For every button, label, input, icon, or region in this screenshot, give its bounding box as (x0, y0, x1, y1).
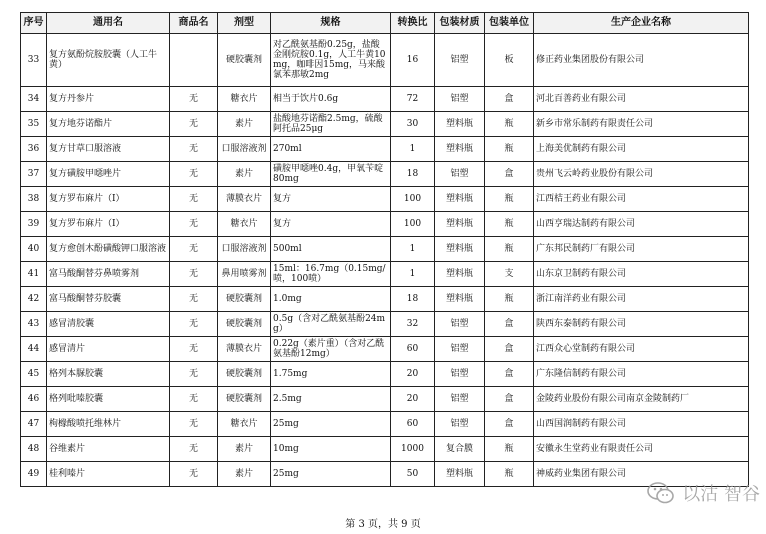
conversion-ratio-cell: 1 (391, 137, 435, 162)
row-number-cell: 33 (21, 34, 47, 87)
packaging-unit-cell: 瓶 (485, 462, 534, 487)
packaging-material-cell: 铝塑 (435, 337, 485, 362)
generic-name-cell: 感冒清胶囊 (47, 312, 170, 337)
manufacturer-cell: 陕西东泰制药有限公司 (534, 312, 749, 337)
row-number-cell: 49 (21, 462, 47, 487)
manufacturer-cell: 广东隆信制药有限公司 (534, 362, 749, 387)
manufacturer-cell: 山西国润制药有限公司 (534, 412, 749, 437)
dosage-form-cell: 硬胶囊剂 (218, 34, 271, 87)
generic-name-cell: 枸橼酸喷托维林片 (47, 412, 170, 437)
brand-name-cell: 无 (170, 462, 218, 487)
specification-cell: 复方 (271, 212, 391, 237)
generic-name-cell: 感冒清片 (47, 337, 170, 362)
dosage-form-cell: 硬胶囊剂 (218, 312, 271, 337)
manufacturer-cell: 上海美优制药有限公司 (534, 137, 749, 162)
packaging-material-cell: 铝塑 (435, 387, 485, 412)
brand-name-cell: 无 (170, 337, 218, 362)
conversion-ratio-cell: 20 (391, 387, 435, 412)
brand-name-cell: 无 (170, 112, 218, 137)
packaging-material-cell: 塑料瓶 (435, 462, 485, 487)
table-row (21, 462, 749, 487)
specification-cell: 25mg (271, 462, 391, 487)
row-number-cell: 38 (21, 187, 47, 212)
generic-name-cell: 格列本脲胶囊 (47, 362, 170, 387)
specification-cell: 相当于饮片0.6g (271, 87, 391, 112)
packaging-material-cell: 塑料瓶 (435, 137, 485, 162)
row-number-cell: 39 (21, 212, 47, 237)
packaging-material-cell: 塑料瓶 (435, 237, 485, 262)
conversion-ratio-cell: 30 (391, 112, 435, 137)
table-row (21, 34, 749, 87)
manufacturer-cell: 安徽永生堂药业有限责任公司 (534, 437, 749, 462)
dosage-form-cell: 口服溶液剂 (218, 137, 271, 162)
row-number-cell: 48 (21, 437, 47, 462)
dosage-form-cell: 口服溶液剂 (218, 237, 271, 262)
packaging-material-cell: 塑料瓶 (435, 287, 485, 312)
brand-name-cell: 无 (170, 262, 218, 287)
row-number-cell: 43 (21, 312, 47, 337)
conversion-ratio-cell: 32 (391, 312, 435, 337)
specification-cell: 15ml：16.7mg（0.15mg/喷，100喷） (271, 262, 391, 287)
table-row (21, 362, 749, 387)
column-header: 转换比 (391, 13, 435, 34)
generic-name-cell: 复方甘草口服溶液 (47, 137, 170, 162)
column-header: 剂型 (218, 13, 271, 34)
generic-name-cell: 复方愈创木酚磺酸钾口服溶液 (47, 237, 170, 262)
manufacturer-cell: 贵州飞云岭药业股份有限公司 (534, 162, 749, 187)
table-body (21, 34, 749, 487)
conversion-ratio-cell: 18 (391, 162, 435, 187)
packaging-unit-cell: 盒 (485, 362, 534, 387)
packaging-material-cell: 塑料瓶 (435, 112, 485, 137)
row-number-cell: 36 (21, 137, 47, 162)
table-row (21, 437, 749, 462)
conversion-ratio-cell: 100 (391, 212, 435, 237)
row-number-cell: 34 (21, 87, 47, 112)
watermark (646, 478, 760, 508)
conversion-ratio-cell: 1000 (391, 437, 435, 462)
specification-cell: 270ml (271, 137, 391, 162)
specification-cell: 0.5g（含对乙酰氨基酚24mg） (271, 312, 391, 337)
specification-cell: 磺胺甲噁唑0.4g，甲氧苄啶80mg (271, 162, 391, 187)
conversion-ratio-cell: 50 (391, 462, 435, 487)
packaging-unit-cell: 瓶 (485, 187, 534, 212)
packaging-unit-cell: 盒 (485, 87, 534, 112)
generic-name-cell: 复方罗布麻片（I） (47, 212, 170, 237)
header-row (21, 13, 749, 34)
conversion-ratio-cell: 60 (391, 412, 435, 437)
packaging-material-cell: 复合膜 (435, 437, 485, 462)
manufacturer-cell: 神威药业集团有限公司 (534, 462, 749, 487)
table-row (21, 112, 749, 137)
manufacturer-cell: 河北百善药业有限公司 (534, 87, 749, 112)
dosage-form-cell: 素片 (218, 112, 271, 137)
generic-name-cell: 富马酸酮替芬胶囊 (47, 287, 170, 312)
manufacturer-cell: 山西亨瑞达制药有限公司 (534, 212, 749, 237)
packaging-unit-cell: 瓶 (485, 437, 534, 462)
brand-name-cell: 无 (170, 237, 218, 262)
conversion-ratio-cell: 16 (391, 34, 435, 87)
row-number-cell: 44 (21, 337, 47, 362)
table-row (21, 312, 749, 337)
dosage-form-cell: 硬胶囊剂 (218, 362, 271, 387)
brand-name-cell: 无 (170, 412, 218, 437)
packaging-unit-cell: 瓶 (485, 112, 534, 137)
packaging-unit-cell: 盒 (485, 337, 534, 362)
specification-cell: 25mg (271, 412, 391, 437)
generic-name-cell: 复方地芬诺酯片 (47, 112, 170, 137)
brand-name-cell: 无 (170, 187, 218, 212)
dosage-form-cell: 糖衣片 (218, 212, 271, 237)
table-row (21, 137, 749, 162)
table-row (21, 287, 749, 312)
specification-cell: 10mg (271, 437, 391, 462)
specification-cell: 复方 (271, 187, 391, 212)
brand-name-cell (170, 34, 218, 87)
conversion-ratio-cell: 1 (391, 237, 435, 262)
row-number-cell: 37 (21, 162, 47, 187)
manufacturer-cell: 广东邦民制药厂有限公司 (534, 237, 749, 262)
drug-list-table (20, 12, 749, 487)
dosage-form-cell: 糖衣片 (218, 412, 271, 437)
column-header: 包装单位 (485, 13, 534, 34)
page-footer: 第 3 页，共 9 页 (345, 519, 421, 530)
generic-name-cell: 桂利嗪片 (47, 462, 170, 487)
specification-cell: 1.0mg (271, 287, 391, 312)
conversion-ratio-cell: 72 (391, 87, 435, 112)
manufacturer-cell: 新乡市常乐制药有限责任公司 (534, 112, 749, 137)
brand-name-cell: 无 (170, 312, 218, 337)
specification-cell: 500ml (271, 237, 391, 262)
packaging-unit-cell: 瓶 (485, 212, 534, 237)
specification-cell: 1.75mg (271, 362, 391, 387)
brand-name-cell: 无 (170, 162, 218, 187)
dosage-form-cell: 薄膜衣片 (218, 187, 271, 212)
packaging-material-cell: 塑料瓶 (435, 262, 485, 287)
dosage-form-cell: 素片 (218, 162, 271, 187)
packaging-material-cell: 铝塑 (435, 312, 485, 337)
packaging-unit-cell: 盒 (485, 412, 534, 437)
packaging-unit-cell: 盒 (485, 162, 534, 187)
table-row (21, 237, 749, 262)
dosage-form-cell: 素片 (218, 462, 271, 487)
packaging-unit-cell: 瓶 (485, 287, 534, 312)
conversion-ratio-cell: 20 (391, 362, 435, 387)
generic-name-cell: 富马酸酮替芬鼻喷雾剂 (47, 262, 170, 287)
specification-cell: 对乙酰氨基酚0.25g，盐酸金刚烷胺0.1g，人工牛黄10mg，咖啡因15mg，马来酸氯苯那敏2mg (271, 34, 391, 87)
dosage-form-cell: 糖衣片 (218, 87, 271, 112)
brand-name-cell: 无 (170, 437, 218, 462)
dosage-form-cell: 硬胶囊剂 (218, 387, 271, 412)
packaging-material-cell: 铝塑 (435, 362, 485, 387)
manufacturer-cell: 修正药业集团股份有限公司 (534, 34, 749, 87)
dosage-form-cell: 薄膜衣片 (218, 337, 271, 362)
packaging-material-cell: 铝塑 (435, 87, 485, 112)
packaging-unit-cell: 瓶 (485, 137, 534, 162)
dosage-form-cell: 硬胶囊剂 (218, 287, 271, 312)
packaging-unit-cell: 瓶 (485, 237, 534, 262)
brand-name-cell: 无 (170, 387, 218, 412)
column-header: 通用名 (47, 13, 170, 34)
brand-name-cell: 无 (170, 212, 218, 237)
specification-cell: 盐酸地芬诺酯2.5mg，硫酸阿托品25μg (271, 112, 391, 137)
packaging-material-cell: 塑料瓶 (435, 212, 485, 237)
packaging-unit-cell: 盒 (485, 312, 534, 337)
table-row (21, 337, 749, 362)
manufacturer-cell: 浙江南洋药业有限公司 (534, 287, 749, 312)
watermark-text: 以沽 智谷 (682, 484, 760, 505)
row-number-cell: 41 (21, 262, 47, 287)
column-header: 商品名 (170, 13, 218, 34)
column-header: 序号 (21, 13, 47, 34)
table-row (21, 212, 749, 237)
packaging-unit-cell: 板 (485, 34, 534, 87)
row-number-cell: 40 (21, 237, 47, 262)
packaging-material-cell: 铝塑 (435, 34, 485, 87)
conversion-ratio-cell: 60 (391, 337, 435, 362)
packaging-unit-cell: 支 (485, 262, 534, 287)
dosage-form-cell: 素片 (218, 437, 271, 462)
generic-name-cell: 复方磺胺甲噁唑片 (47, 162, 170, 187)
dosage-form-cell: 鼻用喷雾剂 (218, 262, 271, 287)
row-number-cell: 45 (21, 362, 47, 387)
generic-name-cell: 格列吡嗪胶囊 (47, 387, 170, 412)
specification-cell: 2.5mg (271, 387, 391, 412)
column-header: 规格 (271, 13, 391, 34)
manufacturer-cell: 江西众心堂制药有限公司 (534, 337, 749, 362)
packaging-unit-cell: 盒 (485, 387, 534, 412)
manufacturer-cell: 山东京卫制药有限公司 (534, 262, 749, 287)
row-number-cell: 46 (21, 387, 47, 412)
column-header: 生产企业名称 (534, 13, 749, 34)
row-number-cell: 47 (21, 412, 47, 437)
table-row (21, 412, 749, 437)
table-row (21, 262, 749, 287)
specification-cell: 0.22g（素片重）（含对乙酰氨基酚12mg） (271, 337, 391, 362)
conversion-ratio-cell: 1 (391, 262, 435, 287)
generic-name-cell: 复方罗布麻片（I） (47, 187, 170, 212)
packaging-material-cell: 塑料瓶 (435, 187, 485, 212)
conversion-ratio-cell: 18 (391, 287, 435, 312)
generic-name-cell: 复方丹参片 (47, 87, 170, 112)
generic-name-cell: 复方氨酚烷胺胶囊（人工牛黄） (47, 34, 170, 87)
conversion-ratio-cell: 100 (391, 187, 435, 212)
table-row (21, 187, 749, 212)
brand-name-cell: 无 (170, 87, 218, 112)
packaging-material-cell: 铝塑 (435, 162, 485, 187)
row-number-cell: 35 (21, 112, 47, 137)
table-row (21, 387, 749, 412)
brand-name-cell: 无 (170, 362, 218, 387)
table-row (21, 162, 749, 187)
manufacturer-cell: 江西桔王药业有限公司 (534, 187, 749, 212)
brand-name-cell: 无 (170, 287, 218, 312)
manufacturer-cell: 金陵药业股份有限公司南京金陵制药厂 (534, 387, 749, 412)
generic-name-cell: 谷维素片 (47, 437, 170, 462)
packaging-material-cell: 铝塑 (435, 412, 485, 437)
row-number-cell: 42 (21, 287, 47, 312)
table-row (21, 87, 749, 112)
chat-bubble-icon (646, 478, 676, 508)
brand-name-cell: 无 (170, 137, 218, 162)
column-header: 包装材质 (435, 13, 485, 34)
